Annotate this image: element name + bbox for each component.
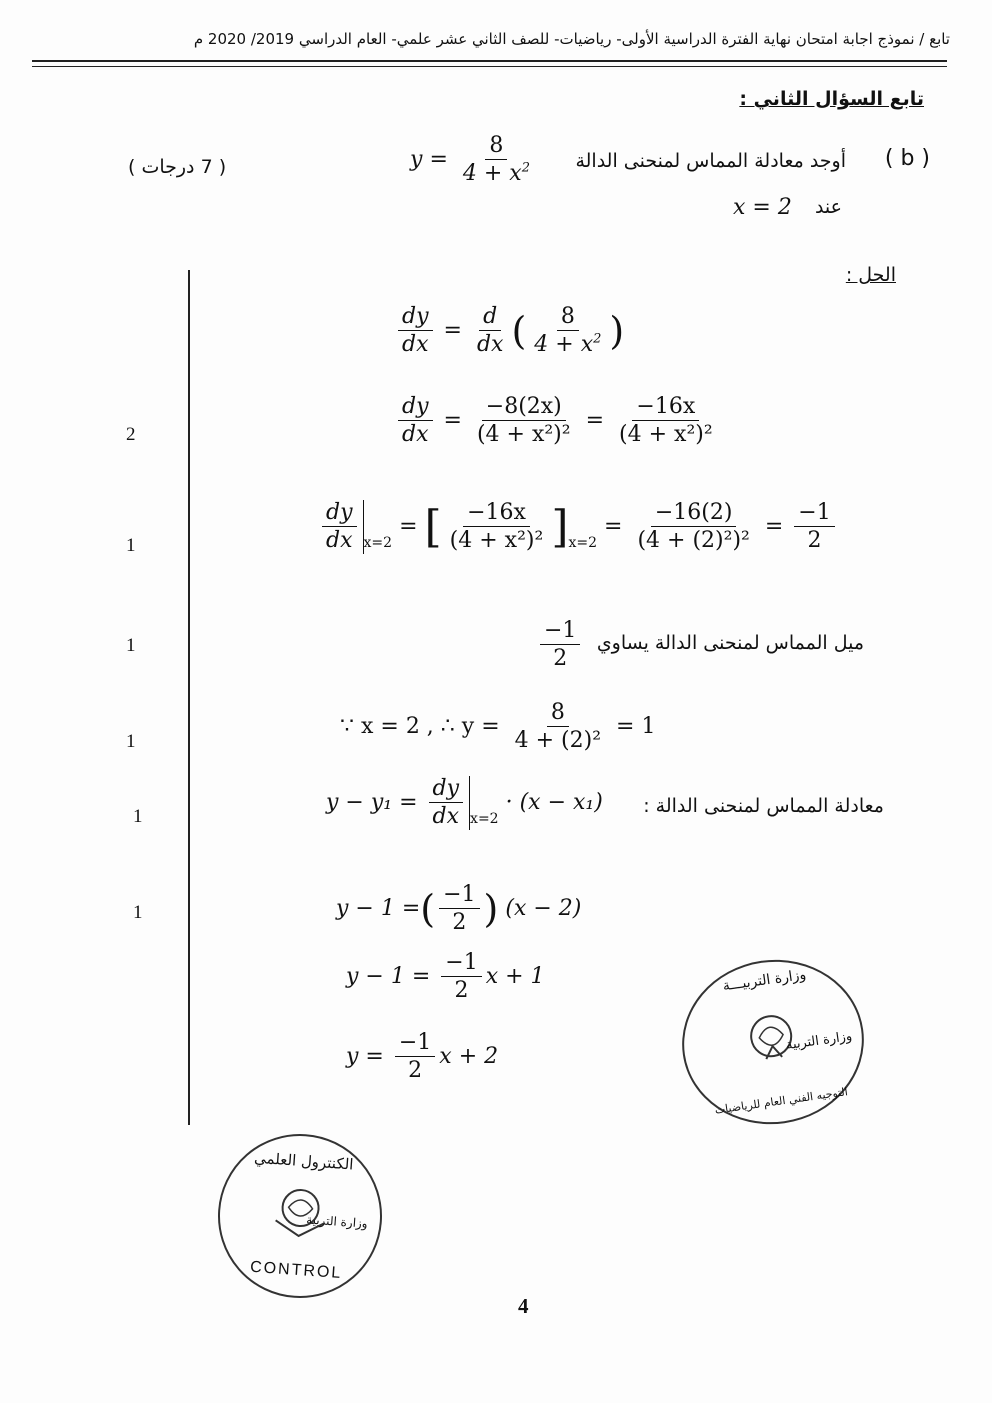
tangent-line-step-2: y − 1 = $\frac{-1}{2}$ x + 1 — [346, 950, 545, 1004]
question-text: أوجد معادلة المماس لمنحنى الدالة — [575, 150, 846, 172]
point-slope-form: y − y₁ = $\frac{dy}{dx}$ $_{x=2}$ · (x − x₁) — [326, 776, 603, 830]
question-x-value: x = 2 — [733, 195, 792, 220]
step-evaluate-slope: $\frac{dy}{dx}$ $_{x=2}$ = [ $\frac{-16x}{\text{(4 + x²)²}}$ ]$_{x=2}$ = $\frac{-16(2)}{\text{(4 + (2)²)²}}$ = $\frac{-1}{2}$ — [318, 500, 839, 554]
ministry-math-stamp — [671, 948, 874, 1136]
control-stamp — [212, 1128, 387, 1303]
func-fraction-inner: $\frac{8}{4 + x^2}$ — [534, 304, 602, 358]
control-emblem-icon — [268, 1180, 332, 1242]
func-y: y — [410, 146, 423, 172]
step-quotient-rule: $\frac{dy}{dx}$ = $\frac{-8(2x)}{\text{(4 + x²)²}}$ = $\frac{-16x}{\text{(4 + x²)²}}$ — [394, 394, 721, 448]
func-fraction — [459, 133, 534, 187]
header-rule-thin — [32, 66, 947, 67]
step-derivative-setup: $\frac{dy}{dx}$ = $\frac{d}{dx}$ ( $\frac{8}{4 + x^2}$ ) — [394, 304, 624, 358]
page-header: تابع / نموذج اجابة امتحان نهاية الفترة الدراسية الأولى- رياضيات- للصف الثاني عشر علمي- العام الدراسي 2019/ 2020 م — [193, 30, 950, 48]
question-marks: ( 7 درجات ) — [128, 156, 227, 178]
score-step-2: 2 — [126, 424, 136, 445]
header-rule-thick — [32, 60, 947, 62]
score-step-7: 1 — [133, 902, 143, 923]
score-step-3: 1 — [126, 535, 136, 556]
question-at-label: عند — [814, 196, 842, 218]
step-find-y: ∵ x = 2 , ∴ y = $\frac{8}{\text{4 + (2)²}}$ = 1 — [340, 700, 656, 754]
slope-statement: ميل المماس لمنحنى الدالة يساوي — [596, 632, 864, 654]
tangent-line-final: y = $\frac{-1}{2}$ x + 2 — [346, 1030, 499, 1084]
ministry-stamp-mid-text: وزارة التربية — [785, 1029, 854, 1054]
tangent-line-step-1: y − 1 =( $\frac{-1}{2}$ ) (x − 2) — [336, 882, 582, 936]
control-stamp-top-text: الكنترول العلمي — [253, 1148, 355, 1174]
control-stamp-bottom-text: CONTROL — [249, 1258, 343, 1283]
solution-label: الحل : — [845, 264, 896, 286]
control-stamp-mid-text: وزارة التربية — [305, 1212, 369, 1231]
ministry-stamp-top-text: وزارة التربيـــة — [721, 966, 808, 995]
func-eq: = — [429, 146, 448, 172]
page-number: 4 — [518, 1294, 529, 1318]
question-function — [410, 133, 538, 187]
section-continuation-label: تابع السؤال الثاني : — [739, 88, 924, 110]
score-step-5: 1 — [126, 731, 136, 752]
score-step-4: 1 — [126, 635, 136, 656]
func-denominator: $4 + x^2$ — [462, 160, 530, 187]
score-step-6: 1 — [133, 806, 143, 827]
d-dx-operator: $\frac{d}{dx}$ — [476, 304, 504, 358]
slope-value: $\frac{-1}{2}$ — [536, 618, 584, 672]
part-label: ( b ) — [884, 146, 930, 171]
tangent-equation-label: معادلة المماس لمنحنى الدالة : — [643, 795, 884, 817]
func-numerator: 8 — [485, 133, 507, 160]
ministry-stamp-bottom-text: التوجيه الفني العام للرياضيات — [713, 1085, 849, 1117]
dy-dx-fraction: $\frac{dy}{dx}$ — [398, 304, 433, 358]
score-column-divider — [188, 270, 190, 1125]
